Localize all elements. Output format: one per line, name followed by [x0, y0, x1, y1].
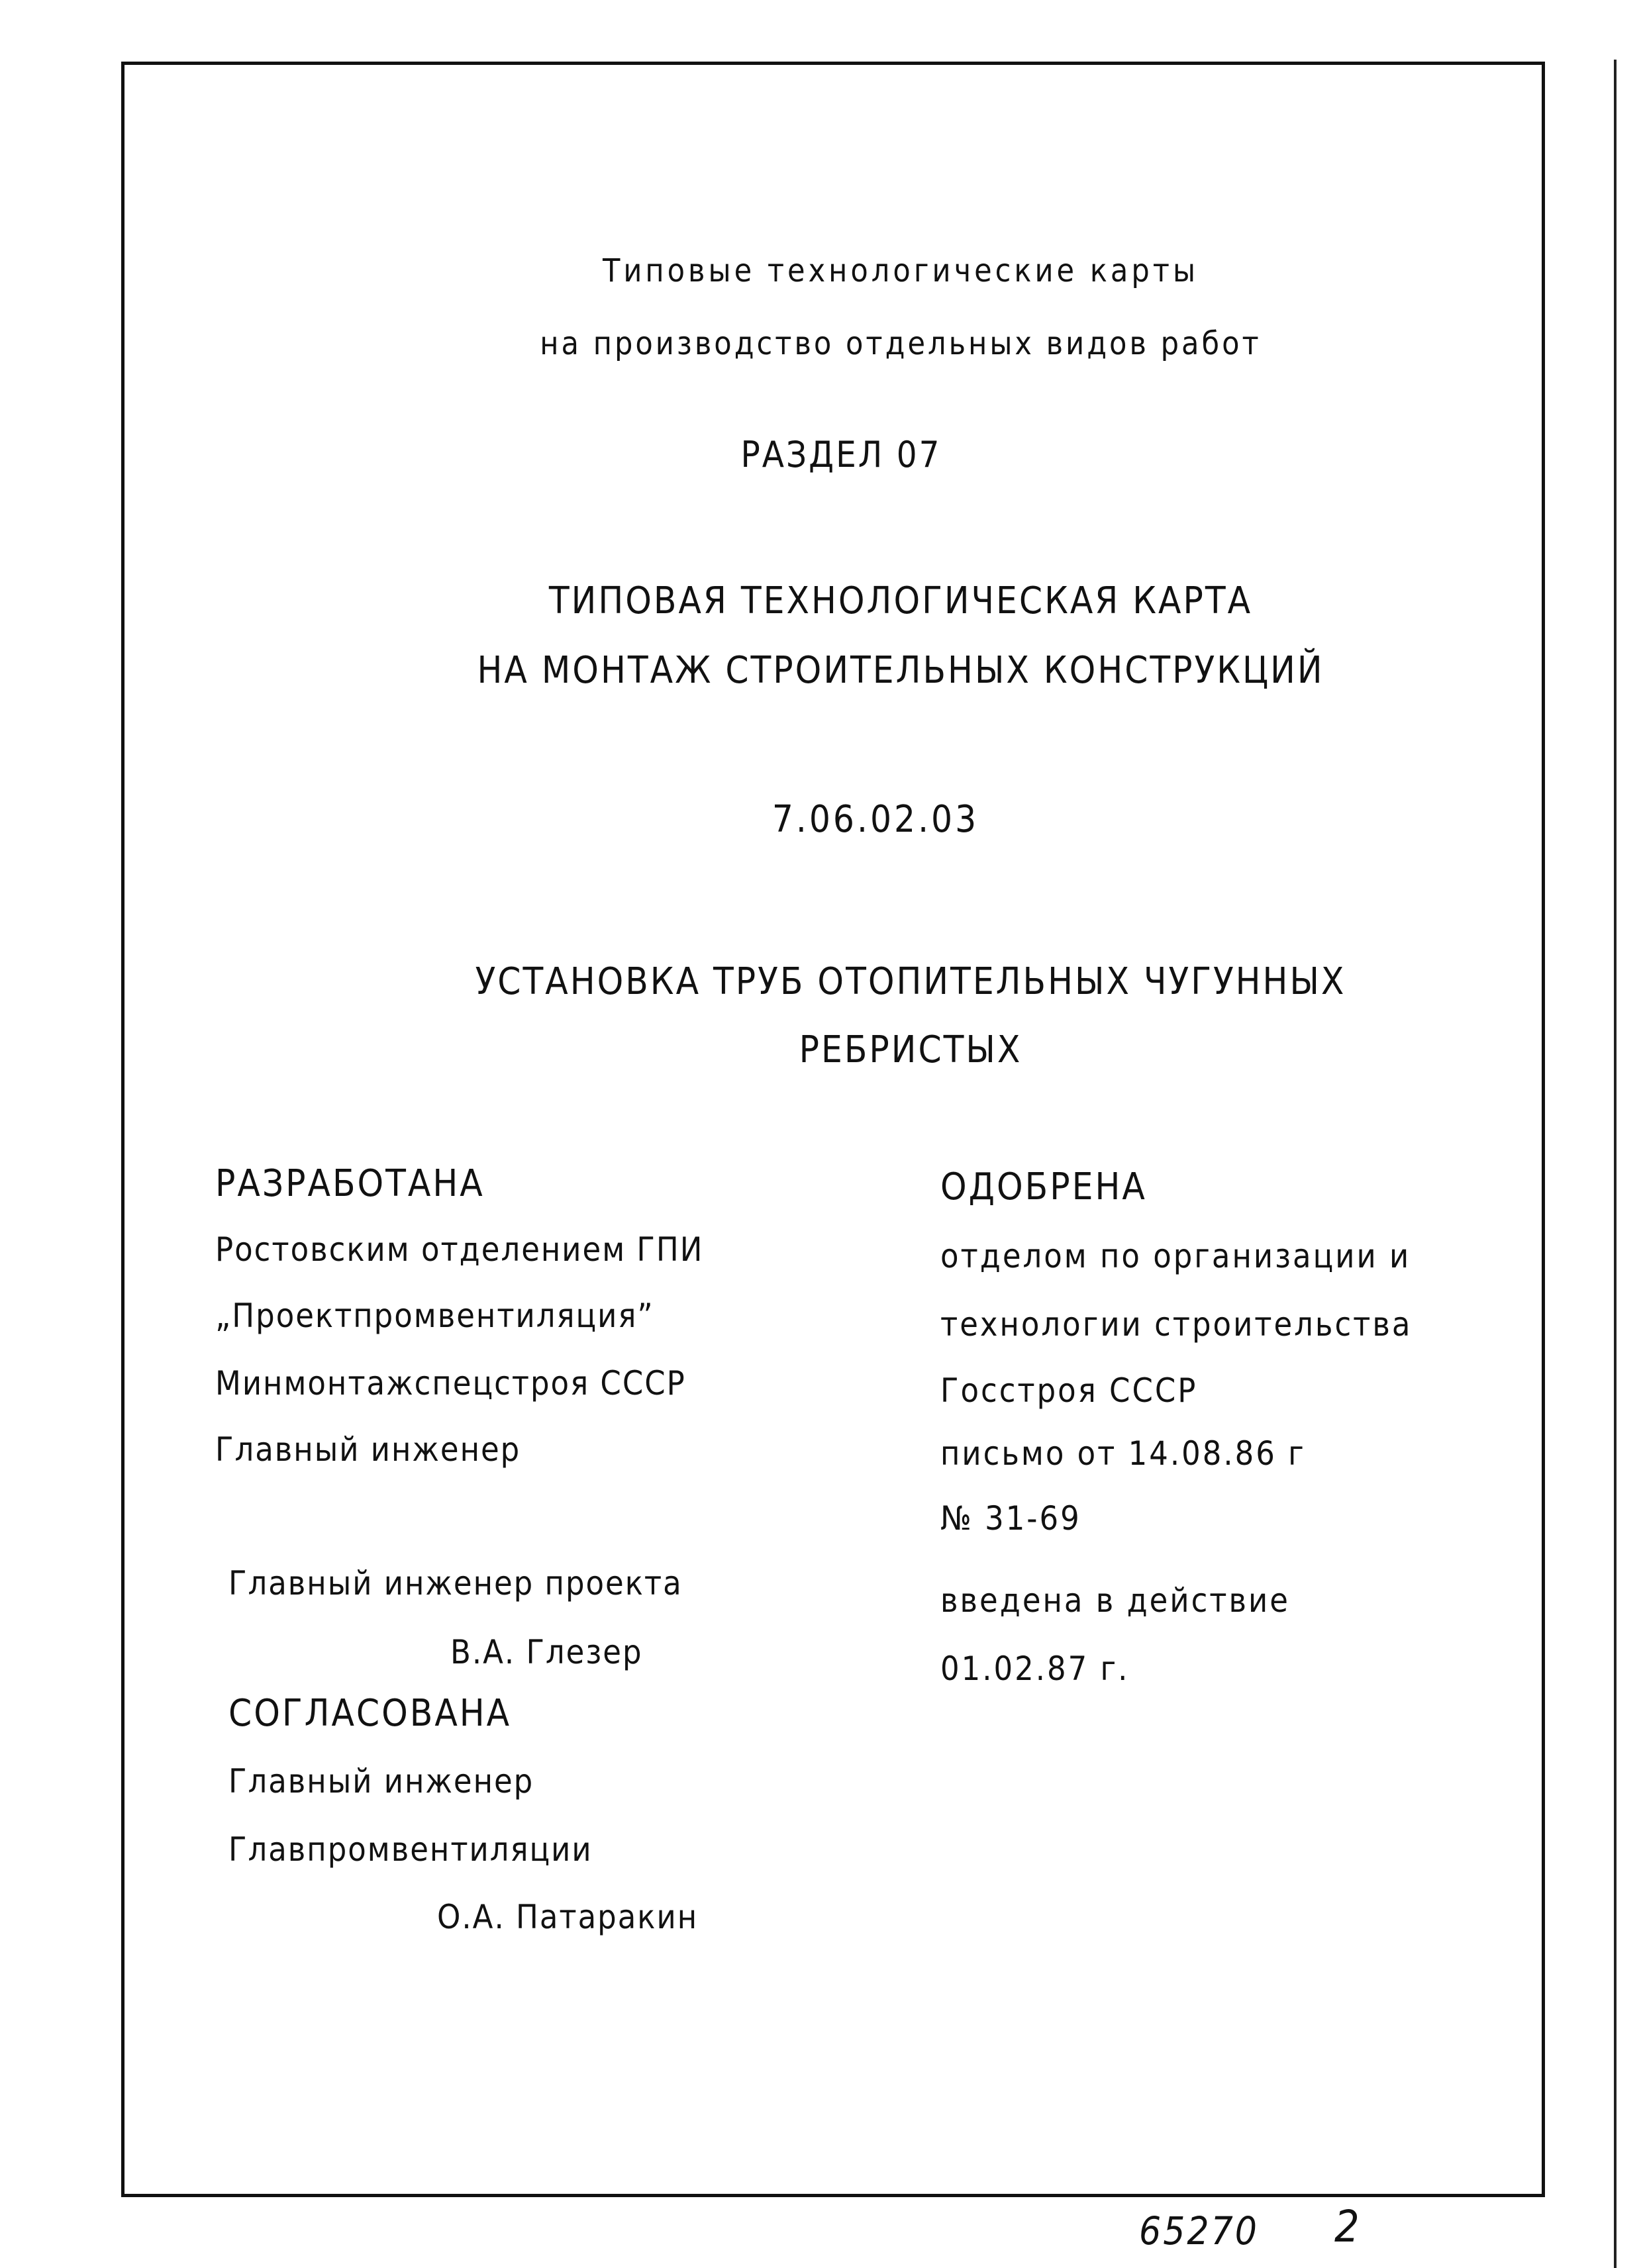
- footer-page-number: 2: [1334, 2201, 1361, 2252]
- developed-line-1: Ростовским отделением ГПИ: [215, 1230, 704, 1269]
- developed-heading: РАЗРАБОТАНА: [215, 1162, 485, 1205]
- chief-project-engineer-role: Главный инженер проекта: [228, 1564, 683, 1602]
- header-line-1: Типовые технологические карты: [602, 252, 1199, 289]
- effective-label: введена в действие: [940, 1581, 1290, 1620]
- approved-line-5: № 31-69: [940, 1499, 1081, 1538]
- approved-line-3: Госстроя СССР: [940, 1371, 1198, 1410]
- binding-edge-line: [1614, 60, 1617, 2268]
- developed-line-2: „Проектпромвентиляция”: [215, 1297, 654, 1335]
- document-code: 7.06.02.03: [772, 798, 979, 841]
- footer-document-number: 65270: [1139, 2208, 1259, 2253]
- work-title-line-1: УСТАНОВКА ТРУБ ОТОПИТЕЛЬНЫХ ЧУГУННЫХ: [475, 960, 1346, 1003]
- page-border-frame: [121, 62, 1545, 2197]
- title-line-2: НА МОНТАЖ СТРОИТЕЛЬНЫХ КОНСТРУКЦИЙ: [477, 649, 1324, 692]
- agreed-name: О.А. Патаракин: [437, 1898, 699, 1936]
- approved-heading: ОДОБРЕНА: [940, 1165, 1147, 1208]
- agreed-heading: СОГЛАСОВАНА: [228, 1692, 512, 1735]
- agreed-line-2: Главпромвентиляции: [228, 1830, 593, 1869]
- developed-line-3: Минмонтажспецстроя СССР: [215, 1364, 686, 1403]
- work-title-line-2: РЕБРИСТЫХ: [799, 1028, 1022, 1071]
- approved-line-4: письмо от 14.08.86 г: [940, 1434, 1306, 1473]
- header-line-2: на производство отдельных видов работ: [540, 325, 1262, 362]
- chief-project-engineer-name: В.А. Глезер: [450, 1633, 643, 1671]
- agreed-line-1: Главный инженер: [228, 1762, 534, 1800]
- approved-line-1: отделом по организации и: [940, 1237, 1411, 1275]
- title-line-1: ТИПОВАЯ ТЕХНОЛОГИЧЕСКАЯ КАРТА: [548, 579, 1253, 622]
- section-label: РАЗДЕЛ 07: [740, 434, 942, 475]
- effective-date: 01.02.87 г.: [940, 1650, 1130, 1688]
- approved-line-2: технологии строительства: [940, 1305, 1413, 1344]
- developed-line-4: Главный инженер: [215, 1430, 521, 1469]
